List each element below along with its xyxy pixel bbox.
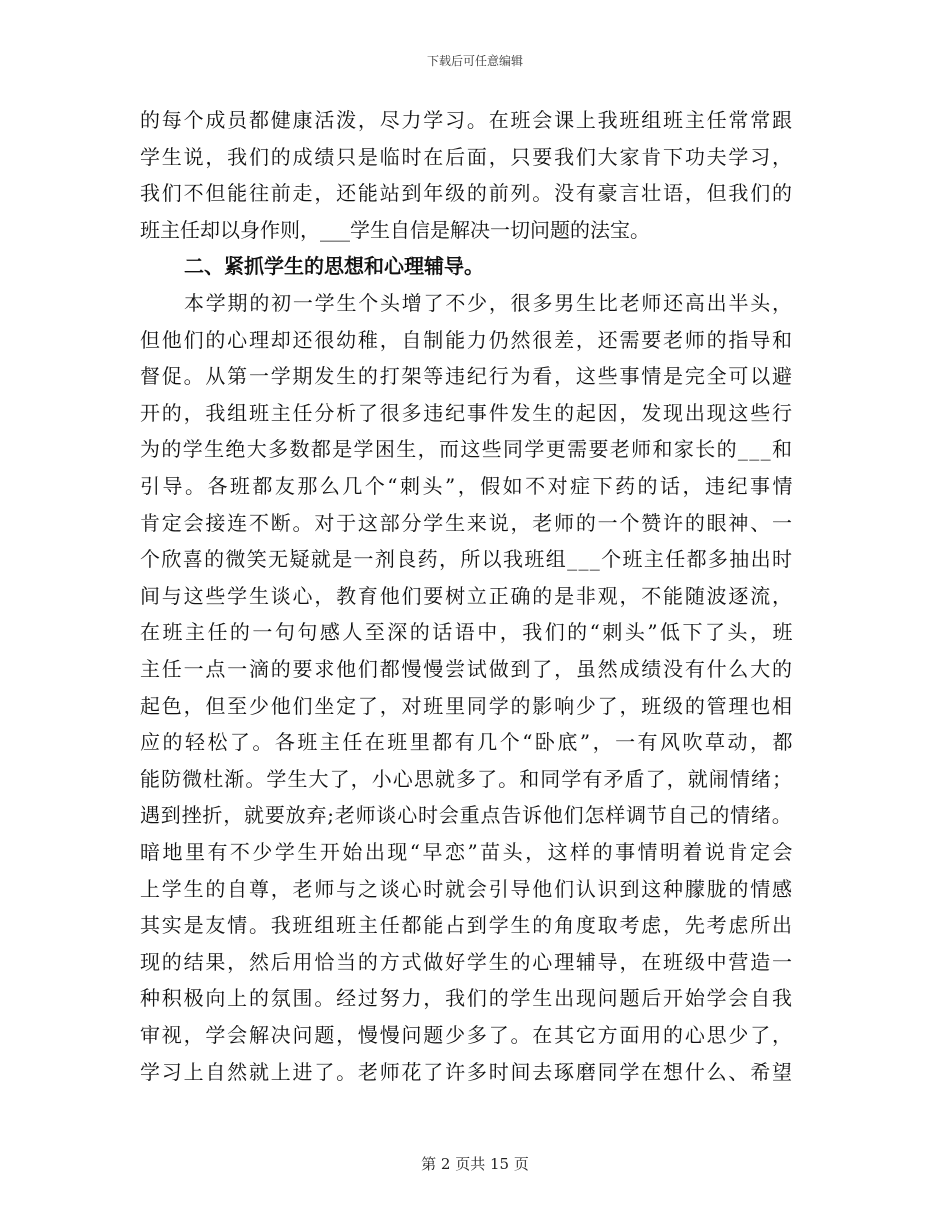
body-text-line: 班主任却以身作则，___学生自信是解决一切问题的法宝。 [140,217,650,242]
body-text-line: 本学期的初一学生个头增了不少，很多男生比老师还高出半头， [184,291,794,315]
body-text-line: 在班主任的一句句感人至深的话语中，我们的“刺头”低下了头，班 [140,620,795,645]
body-text-line: 肯定会接连不断。对于这部分学生来说，老师的一个赞许的眼神、一 [140,510,794,535]
page-number: 第 2 页共 15 页 [421,1155,529,1173]
body-text-line: 学习上自然就上进了。老师花了许多时间去琢磨同学在想什么、希望 [140,1059,794,1084]
body-text-line: 其实是友情。我班组班主任都能占到学生的角度取考虑，先考虑所出 [140,913,794,938]
body-text-line: 现的结果，然后用恰当的方式做好学生的心理辅导，在班级中营造一 [140,949,794,974]
body-text-line: 种积极向上的氛围。经过努力，我们的学生出现问题后开始学会自我 [140,986,794,1011]
body-text-line: 个欣喜的微笑无疑就是一剂良药，所以我班组___个班主任都多抽出时 [140,547,794,572]
section-heading: 二、紧抓学生的思想和心理辅导。 [184,254,484,279]
body-text-line: 审视，学会解决问题，慢慢问题少多了。在其它方面用的心思少了， [140,1023,794,1047]
body-text-line: 间与这些学生谈心，教育他们要树立正确的是非观，不能随波逐流， [140,583,794,608]
body-text-line: 上学生的自尊，老师与之谈心时就会引导他们认识到这种朦胧的情感 [140,876,794,901]
body-text-line: 为的学生绝大多数都是学困生，而这些同学更需要老师和家长的___和 [140,437,794,462]
body-text-line: 开的，我组班主任分析了很多违纪事件发生的起因，发现出现这些行 [140,400,794,425]
body-text-line: 应的轻松了。各班主任在班里都有几个“卧底”，一有风吹草动，都 [140,730,795,755]
body-text-line: 主任一点一滴的要求他们都慢慢尝试做到了，虽然成绩没有什么大的 [140,657,794,681]
body-text-line: 能防微杜渐。学生大了，小心思就多了。和同学有矛盾了，就闹情绪； [140,766,794,791]
body-text-line: 学生说，我们的成绩只是临时在后面，只要我们大家肯下功夫学习， [140,144,794,169]
body-text-line: 但他们的心理却还很幼稚，自制能力仍然很差，还需要老师的指导和 [140,327,794,352]
body-text-line: 遇到挫折，就要放弃;老师谈心时会重点告诉他们怎样调节自己的情绪。 [140,803,793,828]
body-text-line: 的每个成员都健康活泼，尽力学习。在班会课上我班组班主任常常跟 [140,108,794,132]
body-text-line: 起色，但至少他们坐定了，对班里同学的影响少了，班级的管理也相 [140,693,794,718]
body-text-line: 暗地里有不少学生开始出现“早恋”苗头，这样的事情明着说肯定会 [140,840,795,864]
body-text-line: 督促。从第一学期发生的打架等违纪行为看，这些事情是完全可以避 [140,364,794,389]
body-text-line: 我们不但能往前走，还能站到年级的前列。没有豪言壮语，但我们的 [140,181,794,206]
page-header: 下载后可任意编辑 [426,54,523,68]
body-text-line: 引导。各班都友那么几个“刺头”，假如不对症下药的话，违纪事情 [140,474,795,498]
